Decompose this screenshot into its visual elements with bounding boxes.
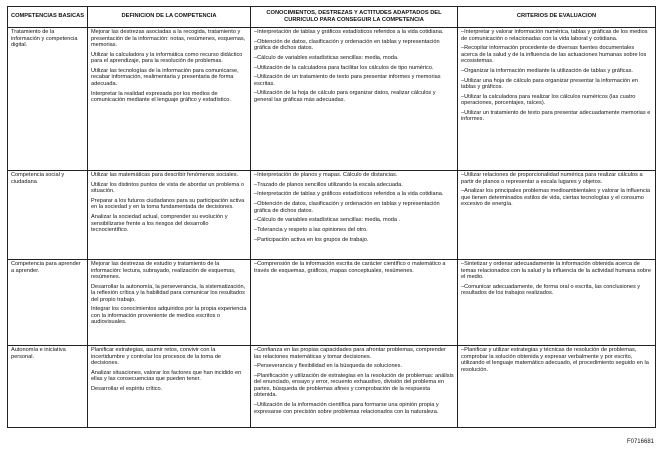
header-criterios: CRITERIOS DE EVALUACION: [458, 7, 656, 28]
definicion-paragraph: Mejorar las destrezas asociadas a la recogida, tratamiento y presentación de la información: notas, resúmenes, esquemas, memorias.: [91, 29, 246, 48]
conocimiento-item: –Planificación y utilización de estrategias en la resolución de problemas: análisis del enunciado, ensayo y error, recuento exhaustivo, división del problema en partes, búsqueda de problemas afines y comprobación de la respuesta obtenida.: [254, 372, 454, 399]
criterio-item: –Analizar los principales problemas medioambientales y valorar la influencia que tienen determinados estilos de vida, ciertas tecnologías y el consumo excesivo de energía.: [461, 188, 651, 208]
competencia-cell: [8, 171, 88, 260]
conocimiento-item: –Interpretación de tablas y gráficos estadísticos referidos a la vida cotidiana.: [254, 191, 444, 198]
criterio-item: –Comunicar adecuadamente, de forma oral o escrita, las conclusiones y resultados de los trabajos realizados.: [461, 283, 641, 297]
table-row: [8, 260, 656, 346]
conocimiento-item: –Utilización de la hoja de cálculo para organizar datos, realizar cálculos y general las gráficas más adecuadas.: [254, 90, 436, 103]
conocimiento-item: –Tolerancia y respeto a las opiniones del otro.: [254, 226, 368, 233]
table-body: [8, 28, 656, 428]
conocimiento-item: –Participación activa en los grupos de trabajo.: [254, 236, 369, 243]
table-row: [8, 346, 656, 428]
criterio-item: –Utilizar relaciones de proporcionalidad numérica para realizar cálculos a partir de planos o representar a escala lugares y objetos.: [461, 172, 643, 185]
criterio-item: –Utilizar la calculadora para realizar los cálculos numéricos (las cuatro operaciones, porcentajes, raíces).: [461, 93, 636, 107]
definicion-paragraph: Integrar los conocimientos adquiridos por la propia experiencia con la información proveniente de medios escritos o audiovisuales.: [91, 306, 247, 326]
definicion-cell: [88, 28, 251, 171]
criterio-item: –Utilizar una hoja de cálculo para organizar presentar la información en tablas y gráficos.: [461, 77, 638, 91]
competencia-cell: [8, 346, 88, 428]
criterios-cell: [458, 260, 656, 346]
criterios-cell: [458, 28, 656, 171]
header-conocimientos: CONOCIMIENTOS, DESTREZAS Y ACTITUDES ADAPTADOS DEL CURRICULO PARA CONSEGUIR LA COMPETENCIA: [251, 7, 458, 28]
competencias-table: [7, 6, 656, 428]
conocimientos-cell: [251, 346, 458, 428]
conocimiento-item: –Obtención de datos, clasificación y ordenación en tablas y representación gráfica de dichos datos.: [254, 201, 440, 214]
criterio-item: –Recopilar información procedente de diversas fuentes documentales acerca de la salud y de la influencia de las actuaciones humanas sobre los ecosistemas.: [461, 45, 647, 65]
conocimiento-item: –Utilización de la información científica para formarse una opinión propia y expresarse con precisión sobre problemas relacionados con la naturaleza.: [254, 402, 439, 415]
competencia-name: Competencia social y ciudadana: [11, 172, 65, 185]
conocimiento-item: –Utilización de la calculadora para facilitar los cálculos de tipo numérico.: [254, 64, 434, 71]
competencia-name: Tratamiento de la información y competencia digital.: [11, 29, 78, 48]
conocimiento-item: –Confianza en las propias capacidades para afrontar problemas, comprender las relaciones matemáticas y tomar decisiones.: [254, 347, 446, 360]
conocimientos-cell: [251, 28, 458, 171]
definicion-paragraph: Utilizar los distintos puntos de vista de abordar un problema o situación.: [91, 181, 244, 195]
conocimiento-item: –Obtención de datos, clasificación y ordenación en tablas y representación gráfica de dichos datos.: [254, 38, 440, 52]
definicion-paragraph: Analizar la sociedad actual, comprender su evolución y sensibilizarse frente a los riesgos del desarrollo tecnocientífico.: [91, 214, 228, 234]
conocimiento-item: –Trazado de planos sencillos utilizando la escala adecuada.: [254, 181, 403, 188]
definicion-cell: [88, 260, 251, 346]
conocimiento-item: –Perseverancia y flexibilidad en la búsqueda de soluciones.: [254, 363, 403, 370]
conocimientos-cell: [251, 260, 458, 346]
conocimiento-item: –Interpretación de tablas y gráficos estadísticos referidos a la vida cotidiana.: [254, 29, 444, 35]
table-row: [8, 28, 656, 171]
definicion-paragraph: Mejorar las destrezas de estudio y tratamiento de la información: lectura, subrayado, realización de esquemas, resúmenes.: [91, 261, 236, 280]
conocimiento-item: –Utilización de un tratamiento de texto para presentar informes y memorias escritas.: [254, 74, 441, 87]
definicion-cell: [88, 171, 251, 260]
criterio-item: –Sintetizar y ordenar adecuadamente la información obtenida acerca de temas relacionados con la salud y la influencia de la actividad humana sobre el medio.: [461, 261, 651, 280]
criterio-item: –Utilizar un tratamiento de texto para presentar adecuadamente memorias e informes.: [461, 109, 651, 123]
conocimiento-item: –Comprensión de la información escrita de carácter científico o matemático a través de esquemas, gráficos, mapas conceptuales, resúmenes.: [254, 261, 446, 274]
conocimiento-item: –Cálculo de variables estadísticas sencillas: media, moda .: [254, 217, 401, 224]
header-competencias: COMPETENCIAS BASICAS: [8, 7, 88, 28]
table-row: [8, 171, 656, 260]
criterio-item: –Planificar y utilizar estrategias y técnicas de resolución de problemas, comprobar la solución obtenida y expresar verbalmente y por escrito, utilizando el lenguaje matemático adecuado, el procedimiento seguido en la resolución.: [461, 347, 649, 373]
competencia-cell: [8, 28, 88, 171]
criterio-item: –Interpretar y valorar información numérica, tablas y gráficas de los medios de comunicación o relacionadas con la vida laboral y cotidiana.: [461, 29, 648, 42]
definicion-paragraph: Utilizar las tecnologías de la información para comunicarse, recabar información, realimentaria y presentaria de forma adecuada.: [91, 67, 239, 87]
header-definicion: DEFINICION DE LA COMPETENCIA: [88, 7, 251, 28]
figure-code: F0716681: [626, 439, 654, 445]
definicion-cell: [88, 346, 251, 428]
definicion-paragraph: Desarrollar el espíritu crítico.: [91, 385, 163, 392]
criterio-item: –Organizar la información mediante la utilización de tablas y gráficas.: [461, 67, 633, 74]
definicion-paragraph: Utilizar las matemáticas para describir fenómenos sociales.: [91, 172, 239, 178]
definicion-paragraph: Desarrollar la autonomía, la perseverancia, la sistematización, la reflexión crítica y la habilidad para comunicar los resultados del propio trabajo.: [91, 283, 246, 303]
conocimiento-item: –Interpretación de planos y mapas. Cálculo de distancias.: [254, 172, 398, 178]
conocimientos-cell: [251, 171, 458, 260]
competencia-name: Competencia para aprender a aprender.: [11, 261, 81, 274]
definicion-paragraph: Interpretar la realidad expresada por los medios de comunicación mediante el lenguaje gráfico y estadístico.: [91, 90, 231, 104]
competencia-name: Autonomía e iniciativa personal.: [11, 347, 66, 360]
definicion-paragraph: Utilizar la calculadora y la informática como recurso didáctico para el aprendizaje, para la resolución de problemas.: [91, 51, 243, 65]
definicion-paragraph: Planificar estrategias, asumir retos, convivir con la incertidumbre y controlar los procesos de la toma de decisiones.: [91, 347, 221, 366]
criterios-cell: [458, 346, 656, 428]
competencia-cell: [8, 260, 88, 346]
definicion-paragraph: Analizar situaciones, valorar los factores que han incidido en ellas y las consecuencias que pueden tener.: [91, 369, 242, 383]
definicion-paragraph: Preparar a los futuros ciudadanos para su participación activa en la sociedad y en la toma fundamentada de decisiones.: [91, 197, 245, 211]
header-row: [8, 7, 656, 28]
conocimiento-item: –Cálculo de variables estadísticas sencillas: media, moda.: [254, 54, 399, 61]
criterios-cell: [458, 171, 656, 260]
